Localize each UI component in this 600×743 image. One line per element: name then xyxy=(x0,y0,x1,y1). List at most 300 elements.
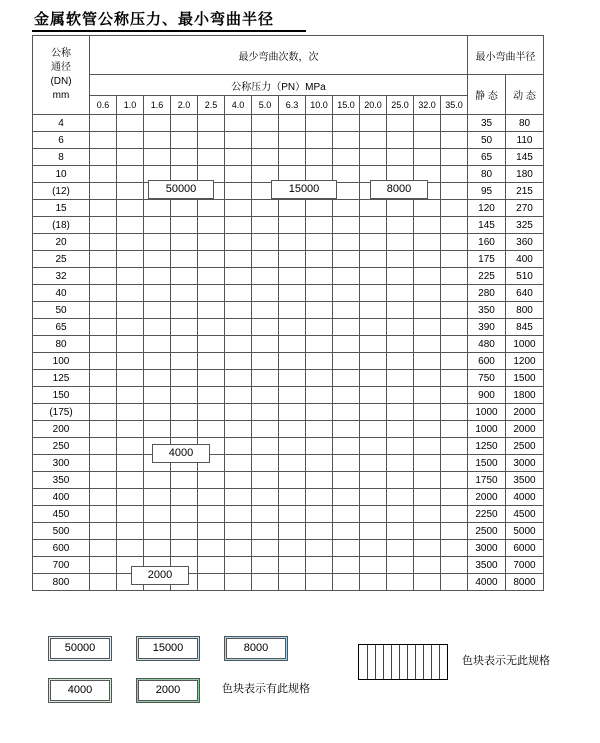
cell-pressure xyxy=(306,523,333,540)
cell-dn: (12) xyxy=(33,183,90,200)
cell-pressure xyxy=(225,183,252,200)
cell-pressure xyxy=(90,370,117,387)
legend-swatch-2000 xyxy=(136,678,200,703)
cell-pressure xyxy=(441,285,468,302)
cell-pressure xyxy=(171,132,198,149)
cell-pressure xyxy=(414,506,441,523)
cell-dn: 700 xyxy=(33,557,90,574)
cell-dynamic-radius: 7000 xyxy=(506,557,544,574)
cell-pressure xyxy=(414,285,441,302)
cell-pressure xyxy=(387,523,414,540)
cell-pressure xyxy=(360,438,387,455)
cell-pressure xyxy=(198,489,225,506)
cell-pressure xyxy=(333,540,360,557)
cell-pressure xyxy=(198,540,225,557)
cell-pressure xyxy=(360,302,387,319)
cell-dn: 150 xyxy=(33,387,90,404)
cell-pressure xyxy=(387,336,414,353)
cell-pressure xyxy=(198,574,225,591)
cell-dynamic-radius: 3000 xyxy=(506,455,544,472)
cell-pressure xyxy=(414,387,441,404)
cell-pressure xyxy=(144,115,171,132)
cell-pressure xyxy=(225,574,252,591)
cell-pressure xyxy=(117,523,144,540)
cell-pressure xyxy=(252,234,279,251)
cell-static-radius: 1750 xyxy=(468,472,506,489)
cell-static-radius: 1000 xyxy=(468,421,506,438)
cell-dn: 200 xyxy=(33,421,90,438)
table-row xyxy=(33,319,544,336)
cell-static-radius: 350 xyxy=(468,302,506,319)
cell-pressure xyxy=(117,455,144,472)
cell-static-radius: 750 xyxy=(468,370,506,387)
cell-static-radius: 600 xyxy=(468,353,506,370)
legend-label-4000: 4000 xyxy=(50,680,110,701)
table-row xyxy=(33,353,544,370)
cell-pressure xyxy=(441,421,468,438)
cell-pressure xyxy=(117,353,144,370)
cell-dynamic-radius: 215 xyxy=(506,183,544,200)
cell-pressure xyxy=(306,574,333,591)
cell-pressure xyxy=(171,149,198,166)
cell-pressure xyxy=(441,353,468,370)
cell-pressure xyxy=(144,234,171,251)
cell-pressure xyxy=(441,557,468,574)
cell-pressure xyxy=(90,302,117,319)
cell-pressure xyxy=(360,472,387,489)
table-row xyxy=(33,285,544,302)
cell-pressure xyxy=(279,557,306,574)
legend-blank-swatch xyxy=(358,644,448,680)
cell-pressure xyxy=(225,149,252,166)
cell-pressure xyxy=(333,115,360,132)
cell-static-radius: 280 xyxy=(468,285,506,302)
cell-pressure xyxy=(252,540,279,557)
header-pressure-col: 10.0 xyxy=(306,96,333,115)
cell-pressure xyxy=(198,115,225,132)
cell-pressure xyxy=(198,217,225,234)
cell-pressure xyxy=(225,200,252,217)
cell-pressure xyxy=(441,506,468,523)
cell-pressure xyxy=(90,183,117,200)
cell-pressure xyxy=(144,217,171,234)
cell-pressure xyxy=(387,132,414,149)
cell-pressure xyxy=(414,540,441,557)
table-row xyxy=(33,217,544,234)
cell-pressure xyxy=(441,166,468,183)
title-underline xyxy=(32,30,306,32)
cell-pressure xyxy=(360,234,387,251)
cell-pressure xyxy=(333,421,360,438)
cell-pressure xyxy=(252,387,279,404)
cell-pressure xyxy=(225,506,252,523)
cell-pressure xyxy=(441,404,468,421)
legend-label-50000: 50000 xyxy=(50,638,110,659)
cell-pressure xyxy=(414,438,441,455)
cell-pressure xyxy=(252,506,279,523)
cell-pressure xyxy=(198,404,225,421)
cell-pressure xyxy=(198,200,225,217)
cell-pressure xyxy=(387,387,414,404)
cell-pressure xyxy=(333,336,360,353)
cell-pressure xyxy=(306,217,333,234)
cell-pressure xyxy=(360,200,387,217)
cell-pressure xyxy=(225,421,252,438)
cell-pressure xyxy=(387,574,414,591)
cell-pressure xyxy=(117,132,144,149)
table-row xyxy=(33,268,544,285)
cell-pressure xyxy=(387,489,414,506)
cell-pressure xyxy=(144,523,171,540)
cell-static-radius: 3000 xyxy=(468,540,506,557)
cell-dynamic-radius: 270 xyxy=(506,200,544,217)
overlay-label: 8000 xyxy=(370,180,428,199)
cell-pressure xyxy=(441,523,468,540)
cell-pressure xyxy=(117,540,144,557)
cell-pressure xyxy=(171,336,198,353)
cell-pressure xyxy=(333,319,360,336)
cell-pressure xyxy=(144,149,171,166)
cell-pressure xyxy=(225,438,252,455)
table-header xyxy=(33,36,544,115)
cell-pressure xyxy=(117,319,144,336)
cell-dn: 10 xyxy=(33,166,90,183)
cell-pressure xyxy=(333,353,360,370)
header-pressure-col: 6.3 xyxy=(279,96,306,115)
cell-pressure xyxy=(333,404,360,421)
cell-dn: 300 xyxy=(33,455,90,472)
cell-pressure xyxy=(306,285,333,302)
header-pressure-col: 2.0 xyxy=(171,96,198,115)
cell-pressure xyxy=(90,115,117,132)
cell-pressure xyxy=(225,472,252,489)
cell-pressure xyxy=(387,217,414,234)
cell-pressure xyxy=(441,438,468,455)
cell-pressure xyxy=(225,336,252,353)
cell-pressure xyxy=(360,421,387,438)
cell-pressure xyxy=(198,506,225,523)
cell-pressure xyxy=(441,489,468,506)
cell-pressure xyxy=(414,370,441,387)
table-row xyxy=(33,149,544,166)
cell-pressure xyxy=(171,302,198,319)
page-title: 金属软管公称压力、最小弯曲半径 xyxy=(34,10,275,28)
cell-dn: 25 xyxy=(33,251,90,268)
legend-label-15000: 15000 xyxy=(138,638,198,659)
cell-pressure xyxy=(279,421,306,438)
cell-pressure xyxy=(333,438,360,455)
cell-pressure xyxy=(360,540,387,557)
cell-pressure xyxy=(441,132,468,149)
cell-pressure xyxy=(171,319,198,336)
cell-pressure xyxy=(198,319,225,336)
cell-pressure xyxy=(171,540,198,557)
cell-pressure xyxy=(171,370,198,387)
cell-pressure xyxy=(279,285,306,302)
cell-pressure xyxy=(117,217,144,234)
cell-pressure xyxy=(360,251,387,268)
cell-pressure xyxy=(117,285,144,302)
cell-pressure xyxy=(117,404,144,421)
cell-pressure xyxy=(306,251,333,268)
cell-pressure xyxy=(225,540,252,557)
cell-pressure xyxy=(414,421,441,438)
cell-pressure xyxy=(90,251,117,268)
cell-pressure xyxy=(414,523,441,540)
cell-pressure xyxy=(387,149,414,166)
cell-pressure xyxy=(333,387,360,404)
header-pressure-col: 4.0 xyxy=(225,96,252,115)
cell-static-radius: 2250 xyxy=(468,506,506,523)
cell-static-radius: 225 xyxy=(468,268,506,285)
cell-pressure xyxy=(441,234,468,251)
cell-pressure xyxy=(171,421,198,438)
cell-dn: 15 xyxy=(33,200,90,217)
cell-pressure xyxy=(225,370,252,387)
cell-static-radius: 2000 xyxy=(468,489,506,506)
cell-pressure xyxy=(252,370,279,387)
cell-pressure xyxy=(90,421,117,438)
cell-pressure xyxy=(360,455,387,472)
cell-dynamic-radius: 1500 xyxy=(506,370,544,387)
cell-static-radius: 4000 xyxy=(468,574,506,591)
cell-pressure xyxy=(225,285,252,302)
cell-pressure xyxy=(387,353,414,370)
cell-pressure xyxy=(171,489,198,506)
cell-dynamic-radius: 80 xyxy=(506,115,544,132)
cell-pressure xyxy=(387,115,414,132)
cell-pressure xyxy=(333,251,360,268)
cell-pressure xyxy=(306,489,333,506)
header-min-radius: 最小弯曲半径 xyxy=(468,36,544,75)
table-row xyxy=(33,506,544,523)
header-pressure-col: 0.6 xyxy=(90,96,117,115)
cell-pressure xyxy=(360,387,387,404)
cell-pressure xyxy=(387,455,414,472)
cell-pressure xyxy=(414,472,441,489)
cell-pressure xyxy=(387,285,414,302)
cell-pressure xyxy=(225,302,252,319)
cell-pressure xyxy=(279,523,306,540)
cell-pressure xyxy=(333,574,360,591)
table-row xyxy=(33,540,544,557)
cell-pressure xyxy=(279,455,306,472)
cell-pressure xyxy=(306,387,333,404)
cell-dn: 350 xyxy=(33,472,90,489)
table-row xyxy=(33,132,544,149)
overlay-label: 15000 xyxy=(271,180,337,199)
cell-static-radius: 1500 xyxy=(468,455,506,472)
cell-pressure xyxy=(90,540,117,557)
legend-swatch-15000 xyxy=(136,636,200,661)
cell-pressure xyxy=(306,472,333,489)
cell-pressure xyxy=(387,370,414,387)
cell-pressure xyxy=(225,353,252,370)
table-row xyxy=(33,336,544,353)
cell-pressure xyxy=(252,404,279,421)
cell-pressure xyxy=(360,404,387,421)
cell-pressure xyxy=(90,472,117,489)
cell-pressure xyxy=(360,489,387,506)
cell-pressure xyxy=(117,438,144,455)
table-row xyxy=(33,489,544,506)
overlay-label: 50000 xyxy=(148,180,214,199)
cell-pressure xyxy=(279,472,306,489)
cell-pressure xyxy=(198,268,225,285)
cell-pressure xyxy=(333,506,360,523)
cell-pressure xyxy=(90,557,117,574)
cell-pressure xyxy=(333,523,360,540)
cell-pressure xyxy=(225,268,252,285)
cell-pressure xyxy=(252,268,279,285)
header-pressure-col: 1.6 xyxy=(144,96,171,115)
cell-pressure xyxy=(441,387,468,404)
header-pressure-col: 1.0 xyxy=(117,96,144,115)
cell-pressure xyxy=(306,540,333,557)
cell-pressure xyxy=(117,302,144,319)
header-pressure-col: 25.0 xyxy=(387,96,414,115)
cell-pressure xyxy=(225,387,252,404)
cell-dn: 500 xyxy=(33,523,90,540)
legend-label-8000: 8000 xyxy=(226,638,286,659)
cell-pressure xyxy=(414,489,441,506)
cell-pressure xyxy=(279,336,306,353)
cell-static-radius: 3500 xyxy=(468,557,506,574)
cell-static-radius: 80 xyxy=(468,166,506,183)
cell-pressure xyxy=(225,251,252,268)
cell-pressure xyxy=(306,404,333,421)
cell-pressure xyxy=(144,540,171,557)
cell-dynamic-radius: 1000 xyxy=(506,336,544,353)
cell-pressure xyxy=(333,472,360,489)
cell-pressure xyxy=(144,336,171,353)
cell-pressure xyxy=(360,268,387,285)
cell-pressure xyxy=(198,387,225,404)
cell-pressure xyxy=(252,217,279,234)
cell-pressure xyxy=(279,319,306,336)
cell-pressure xyxy=(117,251,144,268)
cell-pressure xyxy=(144,472,171,489)
cell-pressure xyxy=(171,251,198,268)
cell-pressure xyxy=(90,387,117,404)
legend-swatch-50000 xyxy=(48,636,112,661)
cell-dynamic-radius: 360 xyxy=(506,234,544,251)
cell-pressure xyxy=(144,132,171,149)
cell-pressure xyxy=(198,421,225,438)
cell-pressure xyxy=(198,557,225,574)
cell-pressure xyxy=(117,149,144,166)
cell-pressure xyxy=(414,455,441,472)
cell-dn: (18) xyxy=(33,217,90,234)
cell-pressure xyxy=(360,353,387,370)
cell-pressure xyxy=(441,302,468,319)
cell-pressure xyxy=(117,200,144,217)
cell-pressure xyxy=(171,268,198,285)
cell-pressure xyxy=(144,506,171,523)
cell-pressure xyxy=(90,166,117,183)
cell-dynamic-radius: 845 xyxy=(506,319,544,336)
header-row-3 xyxy=(33,96,544,115)
cell-pressure xyxy=(441,115,468,132)
cell-pressure xyxy=(360,115,387,132)
cell-pressure xyxy=(441,319,468,336)
cell-pressure xyxy=(360,523,387,540)
cell-pressure xyxy=(144,353,171,370)
cell-pressure xyxy=(198,353,225,370)
cell-pressure xyxy=(441,540,468,557)
cell-pressure xyxy=(90,200,117,217)
cell-pressure xyxy=(414,302,441,319)
table-row xyxy=(33,387,544,404)
cell-pressure xyxy=(90,489,117,506)
header-dn xyxy=(33,36,90,115)
cell-pressure xyxy=(252,251,279,268)
cell-pressure xyxy=(306,455,333,472)
cell-pressure xyxy=(333,217,360,234)
cell-pressure xyxy=(117,234,144,251)
table-row xyxy=(33,455,544,472)
cell-dynamic-radius: 2500 xyxy=(506,438,544,455)
cell-static-radius: 390 xyxy=(468,319,506,336)
cell-pressure xyxy=(171,115,198,132)
cell-pressure xyxy=(225,404,252,421)
cell-pressure xyxy=(306,268,333,285)
cell-static-radius: 65 xyxy=(468,149,506,166)
header-dynamic: 动 态 xyxy=(506,75,544,115)
cell-pressure xyxy=(387,302,414,319)
cell-static-radius: 1000 xyxy=(468,404,506,421)
cell-pressure xyxy=(441,574,468,591)
cell-pressure xyxy=(333,557,360,574)
cell-pressure xyxy=(441,472,468,489)
header-pressure: 公称压力（PN）MPa xyxy=(90,75,468,96)
table-row xyxy=(33,557,544,574)
cell-dn: (175) xyxy=(33,404,90,421)
cell-dn: 450 xyxy=(33,506,90,523)
cell-pressure xyxy=(225,557,252,574)
cell-pressure xyxy=(90,523,117,540)
cell-pressure xyxy=(279,506,306,523)
cell-pressure xyxy=(198,132,225,149)
cell-pressure xyxy=(387,506,414,523)
cell-pressure xyxy=(306,370,333,387)
cell-pressure xyxy=(306,234,333,251)
cell-pressure xyxy=(252,557,279,574)
cell-pressure xyxy=(279,540,306,557)
cell-pressure xyxy=(225,489,252,506)
cell-pressure xyxy=(279,234,306,251)
cell-pressure xyxy=(414,557,441,574)
cell-pressure xyxy=(252,421,279,438)
cell-pressure xyxy=(279,149,306,166)
cell-pressure xyxy=(252,523,279,540)
cell-dynamic-radius: 4500 xyxy=(506,506,544,523)
cell-pressure xyxy=(333,302,360,319)
cell-pressure xyxy=(387,472,414,489)
cell-pressure xyxy=(441,455,468,472)
cell-pressure xyxy=(117,370,144,387)
cell-pressure xyxy=(306,200,333,217)
header-static: 静 态 xyxy=(468,75,506,115)
cell-dn: 32 xyxy=(33,268,90,285)
cell-pressure xyxy=(90,234,117,251)
cell-pressure xyxy=(306,353,333,370)
cell-pressure xyxy=(225,455,252,472)
cell-pressure xyxy=(333,370,360,387)
cell-pressure xyxy=(387,540,414,557)
table-row xyxy=(33,302,544,319)
cell-pressure xyxy=(90,217,117,234)
